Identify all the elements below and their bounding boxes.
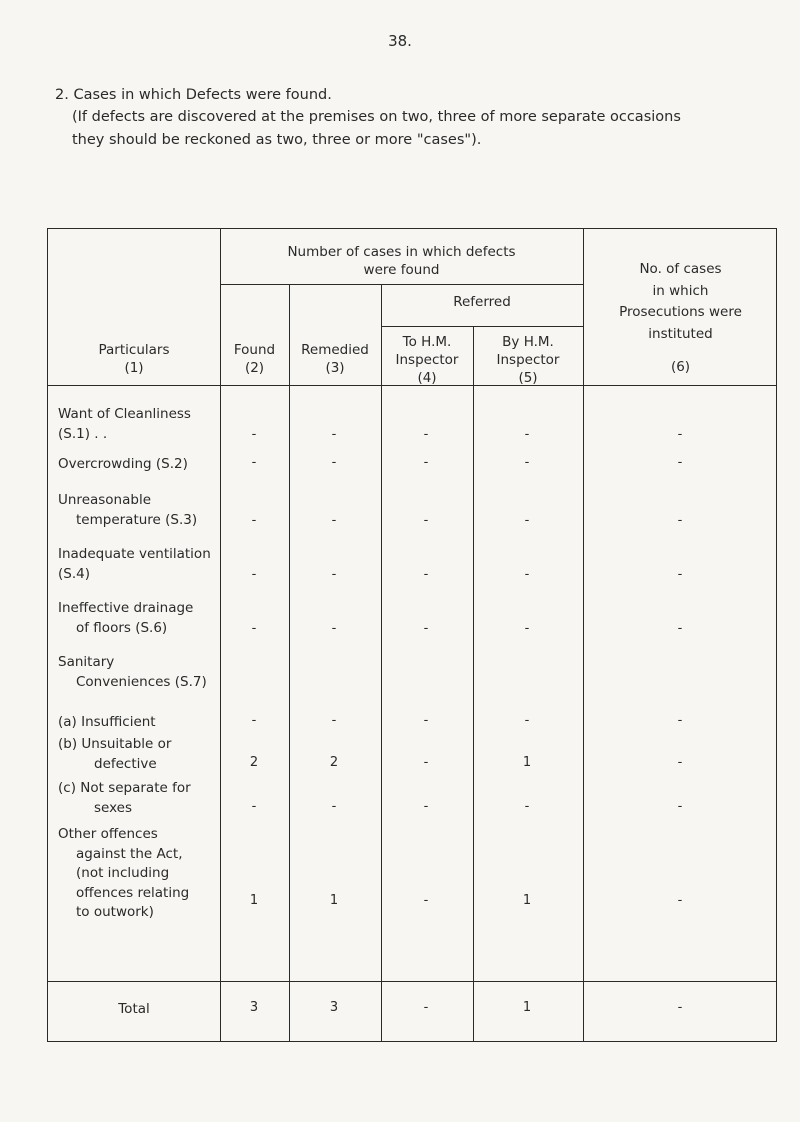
col-divider: [473, 327, 474, 1041]
value-r3-to-hm: -: [423, 513, 429, 528]
value-r8-by-hm: 1: [522, 755, 532, 770]
value-r7-to-hm: -: [423, 713, 429, 728]
value-r2-prosecutions: -: [677, 455, 683, 470]
value-r9-to-hm: -: [423, 799, 429, 814]
section-heading: [55, 84, 755, 151]
header-number-cases: Number of cases in which defects were found: [287, 244, 516, 279]
value-total-remedied: 3: [329, 1000, 339, 1015]
row-label-total: Total: [118, 1001, 150, 1017]
heading-line-2: (If defects are discovered at the premises on two, three of more separate occasions: [72, 109, 681, 126]
defects-table: [47, 228, 777, 1042]
value-r8-found: 2: [249, 755, 259, 770]
value-total-prosecutions: -: [677, 1000, 683, 1015]
total-rule: [48, 981, 776, 982]
value-r7-remedied: -: [331, 713, 337, 728]
header-by-hm-inspector: By H.M. Inspector (5): [496, 334, 560, 387]
header-particulars: Particulars (1): [98, 342, 170, 377]
value-r8-remedied: 2: [329, 755, 339, 770]
value-r5-prosecutions: -: [677, 621, 683, 636]
header-referred: Referred: [453, 294, 511, 310]
heading-line-1: 2. Cases in which Defects were found.: [55, 87, 332, 103]
value-r10-by-hm: 1: [522, 893, 532, 908]
row-divider: [381, 326, 583, 327]
row-label-overcrowding: Overcrowding (S.2): [58, 456, 188, 472]
row-label-other-offences: Other offences against the Act, (not including offences relating to outwork): [58, 826, 190, 921]
value-r2-to-hm: -: [423, 455, 429, 470]
header-to-hm-inspector: To H.M. Inspector (4): [395, 334, 459, 387]
value-r5-found: -: [251, 621, 257, 636]
value-r1-by-hm: -: [524, 427, 530, 442]
value-total-found: 3: [249, 1000, 259, 1015]
value-r1-prosecutions: -: [677, 427, 683, 442]
value-r9-prosecutions: -: [677, 799, 683, 814]
value-r9-by-hm: -: [524, 799, 530, 814]
row-label-insufficient: (a) Insufficient: [58, 714, 156, 730]
row-label-unsuitable: (b) Unsuitable or defective: [58, 736, 172, 772]
value-r3-by-hm: -: [524, 513, 530, 528]
value-r4-to-hm: -: [423, 567, 429, 582]
value-r4-by-hm: -: [524, 567, 530, 582]
value-r2-found: -: [251, 455, 257, 470]
value-r3-remedied: -: [331, 513, 337, 528]
col-divider: [289, 285, 290, 1041]
value-r2-by-hm: -: [524, 455, 530, 470]
value-r10-to-hm: -: [423, 893, 429, 908]
value-r4-remedied: -: [331, 567, 337, 582]
value-r3-prosecutions: -: [677, 513, 683, 528]
row-label-drainage: Ineffective drainage of floors (S.6): [58, 600, 194, 636]
value-r9-remedied: -: [331, 799, 337, 814]
row-label-sanitary: Sanitary Conveniences (S.7): [58, 654, 207, 690]
value-r1-found: -: [251, 427, 257, 442]
value-r4-found: -: [251, 567, 257, 582]
row-label-ventilation: Inadequate ventilation (S.4): [58, 546, 211, 582]
value-r10-found: 1: [249, 893, 259, 908]
value-total-to-hm: -: [423, 1000, 429, 1015]
col-divider: [381, 285, 382, 1041]
value-r3-found: -: [251, 513, 257, 528]
value-r4-prosecutions: -: [677, 567, 683, 582]
value-r7-found: -: [251, 713, 257, 728]
value-r7-prosecutions: -: [677, 713, 683, 728]
value-r10-prosecutions: -: [677, 893, 683, 908]
value-r5-by-hm: -: [524, 621, 530, 636]
header-remedied: Remedied (3): [301, 342, 369, 377]
value-r10-remedied: 1: [329, 893, 339, 908]
row-label-cleanliness: Want of Cleanliness (S.1) . .: [58, 406, 191, 442]
value-r8-prosecutions: -: [677, 755, 683, 770]
value-r1-to-hm: -: [423, 427, 429, 442]
row-label-not-separate: (c) Not separate for sexes: [58, 780, 191, 816]
value-r5-remedied: -: [331, 621, 337, 636]
value-r9-found: -: [251, 799, 257, 814]
value-total-by-hm: 1: [522, 1000, 532, 1015]
row-divider: [220, 284, 583, 285]
value-r7-by-hm: -: [524, 713, 530, 728]
row-label-temperature: Unreasonable temperature (S.3): [58, 492, 198, 528]
value-r1-remedied: -: [331, 427, 337, 442]
value-r2-remedied: -: [331, 455, 337, 470]
value-r5-to-hm: -: [423, 621, 429, 636]
header-found: Found (2): [233, 342, 276, 377]
header-prosecutions: No. of cases in which Prosecutions were instituted (6): [619, 261, 742, 376]
heading-line-3: they should be reckoned as two, three or more "cases").: [72, 131, 482, 148]
value-r8-to-hm: -: [423, 755, 429, 770]
page-number: 38.: [388, 32, 412, 50]
